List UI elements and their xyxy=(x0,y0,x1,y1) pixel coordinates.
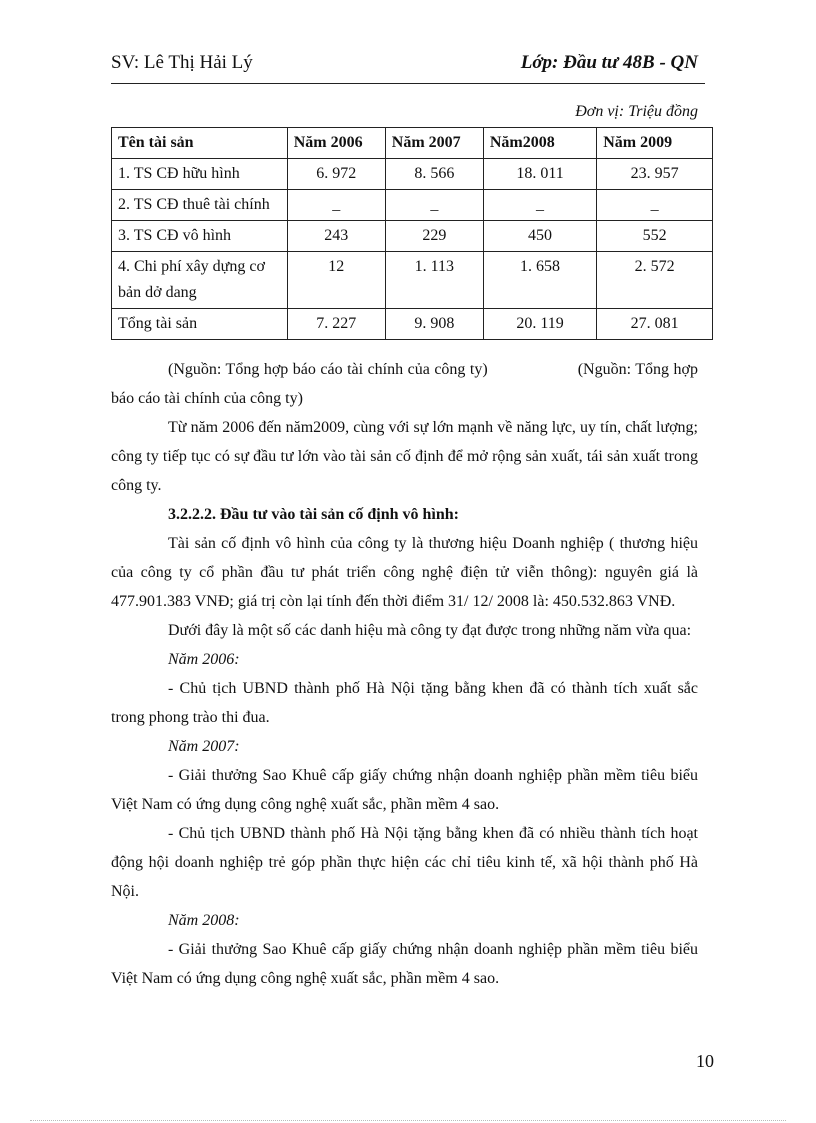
table-cell: 3. TS CĐ vô hình xyxy=(112,221,288,252)
year-label: Năm 2006: xyxy=(168,651,240,668)
header-student: SV: Lê Thị Hải Lý xyxy=(111,52,253,73)
award-item: - Chủ tịch UBND thành phố Hà Nội tặng bằng khen đã có nhiều thành tích hoạt động hội doanh nghiệp trẻ góp phần thực hiện các chỉ tiêu kinh tế, xã hội thành phố Hà Nội. xyxy=(111,825,698,900)
paragraph: Tài sản cố định vô hình của công ty là thương hiệu Doanh nghiệp ( thương hiệu của công ty cổ phần đầu tư phát triển công nghệ điện tử viễn thông): nguyên giá là 477.901.383 VNĐ; giá trị còn lại tính đến thời điểm 31/ 12/ 2008 là: 450.532.863 VNĐ. xyxy=(111,535,698,610)
footer-divider xyxy=(30,1120,786,1121)
table-header-cell: Tên tài sản xyxy=(112,128,288,159)
table-row xyxy=(112,309,713,340)
body-text xyxy=(111,355,702,993)
table-cell: 9. 908 xyxy=(385,309,483,340)
table-cell: 2. 572 xyxy=(597,252,713,309)
year-label: Năm 2008: xyxy=(168,912,240,929)
unit-label: Đơn vị: Triệu đồng xyxy=(575,103,698,120)
table-cell: 20. 119 xyxy=(483,309,596,340)
table-cell: 27. 081 xyxy=(597,309,713,340)
table-cell: _ xyxy=(385,190,483,221)
table-header-cell: Năm 2009 xyxy=(597,128,713,159)
table-header-cell: Năm2008 xyxy=(483,128,596,159)
header-class: Lớp: Đầu tư 48B - QN xyxy=(520,52,698,73)
table-cell: 2. TS CĐ thuê tài chính xyxy=(112,190,288,221)
table-cell: 7. 227 xyxy=(287,309,385,340)
paragraph: Dưới đây là một số các danh hiệu mà công ty đạt được trong những năm vừa qua: xyxy=(168,622,692,639)
asset-table xyxy=(111,127,713,340)
page-number: 10 xyxy=(696,1051,714,1071)
section-heading: 3.2.2.2. Đầu tư vào tài sản cố định vô hình: xyxy=(168,506,459,523)
table-cell: 23. 957 xyxy=(597,159,713,190)
table-cell: 450 xyxy=(483,221,596,252)
source-note: (Nguồn: Tổng hợp báo cáo tài chính của công ty) (Nguồn: Tổng hợp báo cáo tài chính của công ty) xyxy=(111,361,702,407)
award-item: - Giải thưởng Sao Khuê cấp giấy chứng nhận doanh nghiệp phần mềm tiêu biểu Việt Nam có ứng dụng công nghệ xuất sắc, phần mềm 4 sao. xyxy=(111,941,698,987)
award-item: - Giải thưởng Sao Khuê cấp giấy chứng nhận doanh nghiệp phần mềm tiêu biểu Việt Nam có ứng dụng công nghệ xuất sắc, phần mềm 4 sao. xyxy=(111,767,698,813)
table-cell: 12 xyxy=(287,252,385,309)
header-divider xyxy=(111,83,705,84)
table-cell: _ xyxy=(483,190,596,221)
table-row xyxy=(112,252,713,309)
table-cell: 1. 113 xyxy=(385,252,483,309)
table-cell: 552 xyxy=(597,221,713,252)
table-cell: 8. 566 xyxy=(385,159,483,190)
table-cell: 4. Chi phí xây dựng cơ bản dở dang xyxy=(112,252,288,309)
paragraph: Từ năm 2006 đến năm2009, cùng với sự lớn mạnh về năng lực, uy tín, chất lượng; công ty tiếp tục có sự đầu tư lớn vào tài sản cố định để mở rộng sản xuất, tái sản xuất trong công ty. xyxy=(111,419,698,494)
table-row xyxy=(112,190,713,221)
table-cell: 6. 972 xyxy=(287,159,385,190)
table-header-cell: Năm 2006 xyxy=(287,128,385,159)
year-label: Năm 2007: xyxy=(168,738,240,755)
table-cell: 1. 658 xyxy=(483,252,596,309)
table-header-row xyxy=(112,128,713,159)
table-cell: 18. 011 xyxy=(483,159,596,190)
table-cell: _ xyxy=(287,190,385,221)
table-row xyxy=(112,221,713,252)
table-header-cell: Năm 2007 xyxy=(385,128,483,159)
table-cell: 243 xyxy=(287,221,385,252)
table-cell: Tổng tài sản xyxy=(112,309,288,340)
table-cell: 1. TS CĐ hữu hình xyxy=(112,159,288,190)
award-item: - Chủ tịch UBND thành phố Hà Nội tặng bằng khen đã có thành tích xuất sắc trong phong trào thi đua. xyxy=(111,680,698,726)
table-row xyxy=(112,159,713,190)
table-cell: _ xyxy=(597,190,713,221)
table-cell: 229 xyxy=(385,221,483,252)
